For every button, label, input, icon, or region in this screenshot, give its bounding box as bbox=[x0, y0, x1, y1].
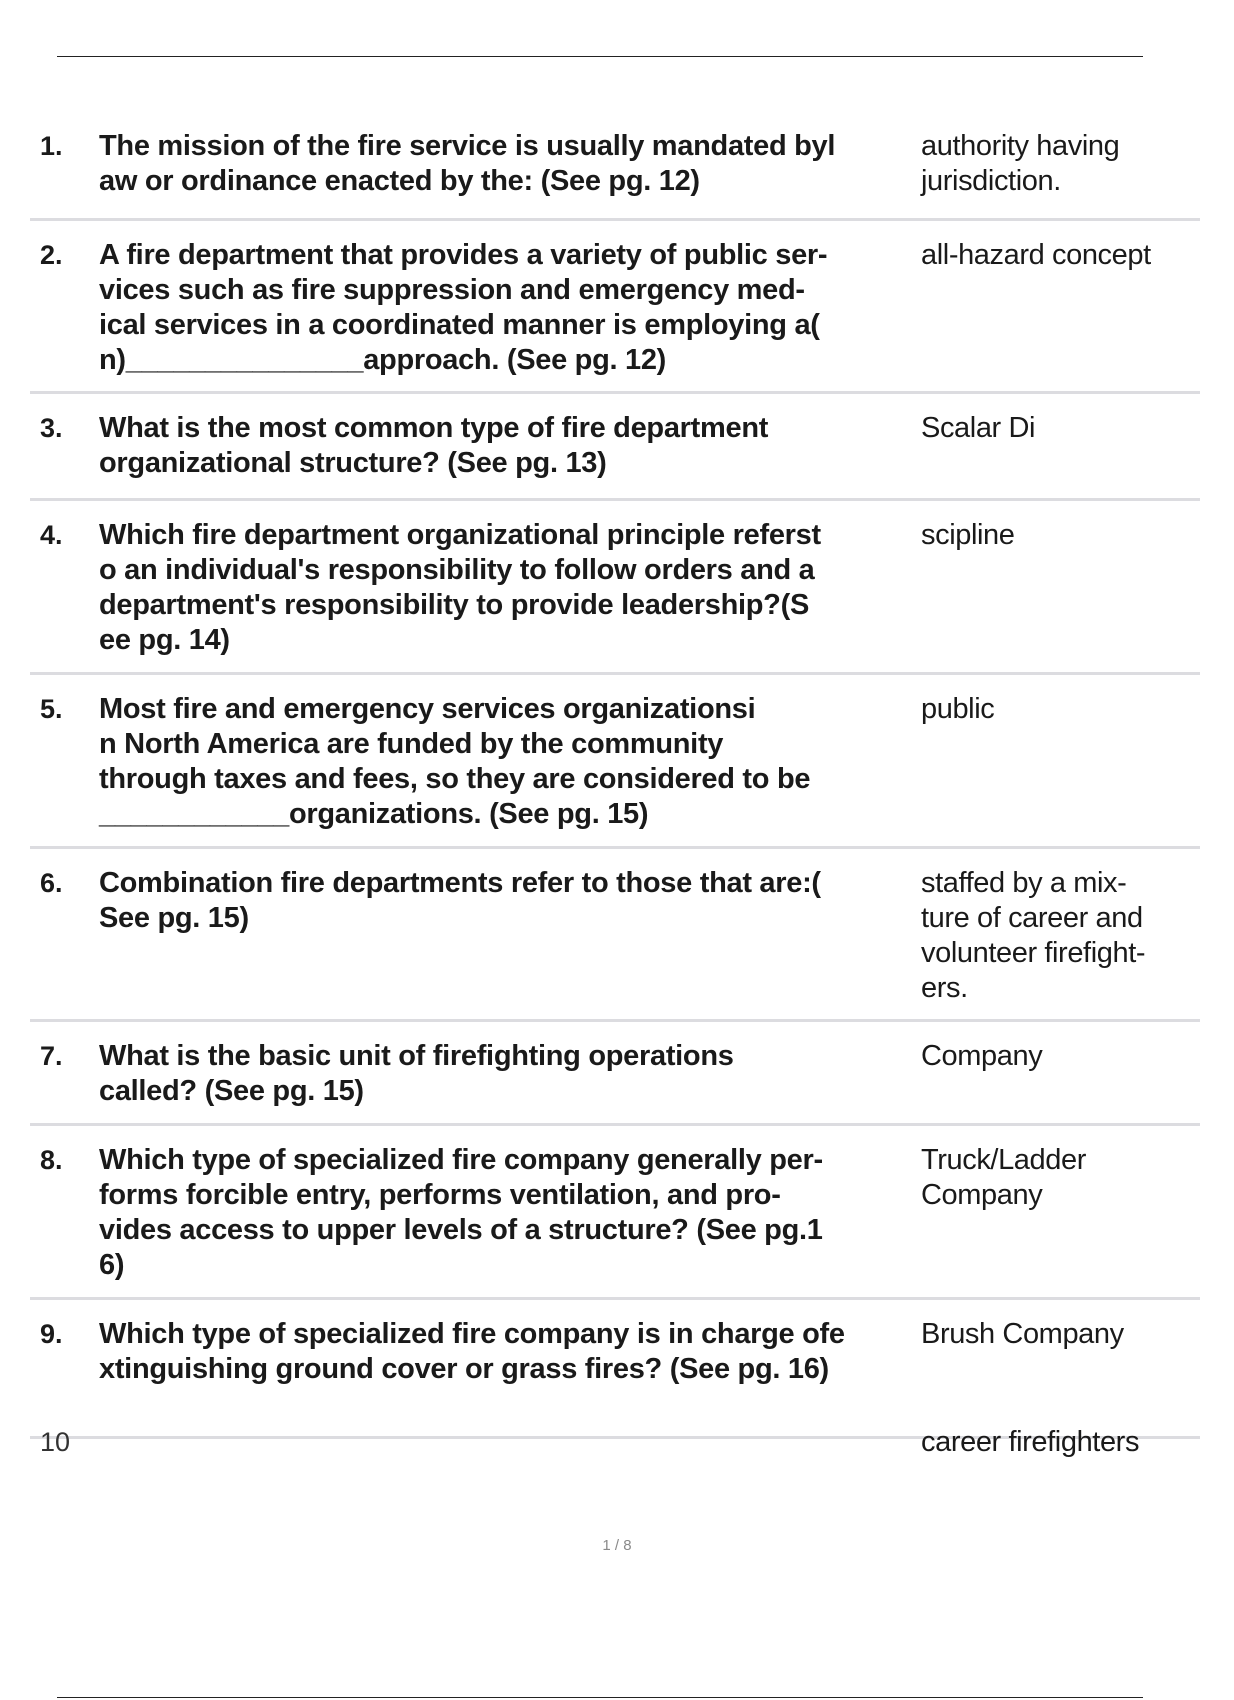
bottom-rule bbox=[57, 1697, 1143, 1698]
card-question: What is the most common type of fire department organizational structure? (See pg. 13) bbox=[99, 412, 769, 479]
card-number: 9. bbox=[40, 1319, 63, 1349]
card-question: Which type of specialized fire company is in charge ofe xtinguishing ground cover or grass fires? (See pg. 16) bbox=[99, 1318, 845, 1385]
card-question: Combination fire departments refer to those that are:( See pg. 15) bbox=[99, 867, 821, 934]
card-answer: staffed by a mix- ture of career and volunteer firefight- ers. bbox=[921, 867, 1146, 1004]
flashcard bbox=[30, 1022, 1200, 1126]
flashcard bbox=[30, 849, 1200, 1022]
card-number: 4. bbox=[40, 520, 63, 550]
card-number: 1. bbox=[40, 131, 63, 161]
card-answer: Truck/Ladder Company bbox=[921, 1144, 1086, 1211]
card-question: What is the basic unit of firefighting operations called? (See pg. 15) bbox=[99, 1040, 734, 1107]
card-number: 7. bbox=[40, 1041, 63, 1071]
card-answer: scipline bbox=[921, 519, 1015, 551]
card-answer: Brush Company bbox=[921, 1318, 1124, 1350]
flashcard bbox=[30, 1126, 1200, 1300]
card-number: 10 bbox=[40, 1427, 71, 1457]
flashcard bbox=[30, 501, 1200, 675]
card-number: 3. bbox=[40, 413, 63, 443]
card-question: Most fire and emergency services organizationsi n North America are funded by the community through taxes and fees, so they are considered to be ____________organizations. (See pg. 15) bbox=[99, 693, 811, 830]
card-answer: authority having jurisdiction. bbox=[921, 130, 1120, 197]
card-question: Which type of specialized fire company generally per- forms forcible entry, performs ventilation, and pro- vides access to upper levels of a structure? (See pg.1 6) bbox=[99, 1144, 823, 1281]
card-number: 8. bbox=[40, 1145, 63, 1175]
flashcard-list bbox=[30, 112, 1200, 1458]
card-answer: career firefighters bbox=[921, 1426, 1140, 1458]
card-question: A fire department that provides a variety of public ser- vices such as fire suppression and emergency med- ical services in a coordinated manner is employing a( n)_______________approach. (See pg. 12) bbox=[99, 239, 828, 376]
flashcard bbox=[30, 675, 1200, 849]
card-question: Which fire department organizational principle referst o an individual's responsibility to follow orders and a department's responsibility to provide leadership?(S ee pg. 14) bbox=[99, 519, 821, 656]
flashcard bbox=[30, 221, 1200, 394]
flashcard-partial bbox=[30, 1408, 1200, 1458]
flashcard bbox=[30, 112, 1200, 221]
page-number: 1 / 8 bbox=[602, 1537, 632, 1554]
card-answer: Scalar Di bbox=[921, 412, 1036, 444]
card-number: 5. bbox=[40, 694, 63, 724]
flashcard bbox=[30, 1300, 1200, 1408]
card-number: 2. bbox=[40, 240, 63, 270]
card-answer: all-hazard concept bbox=[921, 239, 1151, 271]
card-number: 6. bbox=[40, 868, 63, 898]
card-question: The mission of the fire service is usually mandated byl aw or ordinance enacted by the: (See pg. 12) bbox=[99, 130, 836, 197]
top-rule bbox=[57, 56, 1143, 57]
flashcard bbox=[30, 394, 1200, 501]
card-answer: Company bbox=[921, 1040, 1043, 1072]
card-answer: public bbox=[921, 693, 995, 725]
